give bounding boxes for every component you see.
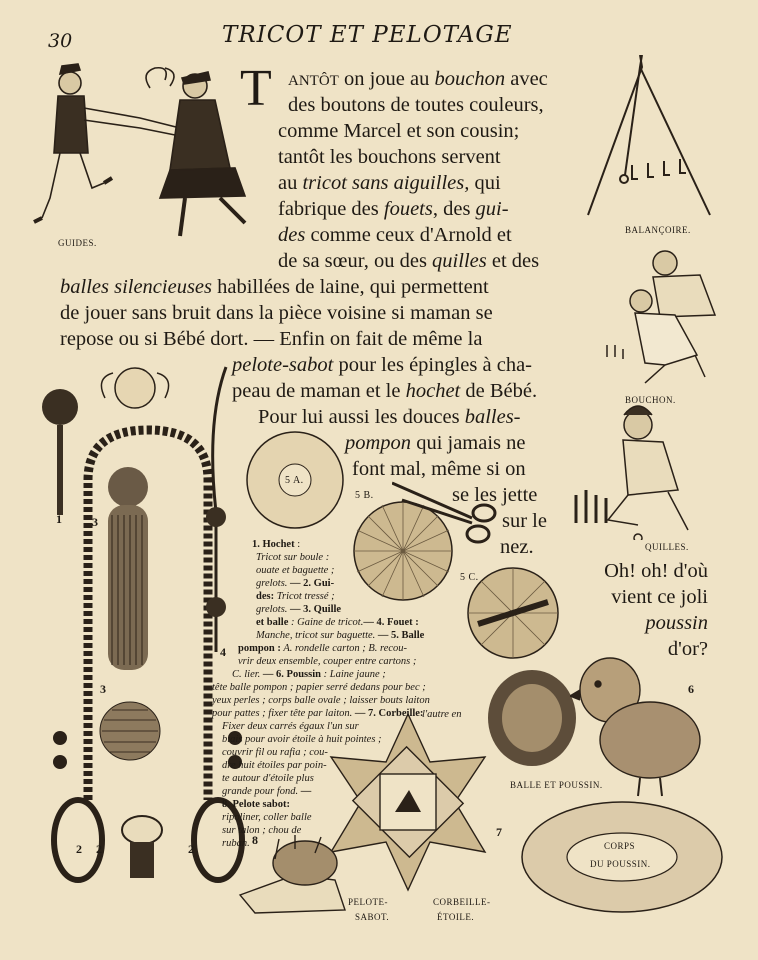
text-line-3: comme Marcel et son cousin; bbox=[278, 120, 520, 142]
legend-line-8: Manche, tricot sur baguette. — 5. Balle bbox=[256, 630, 425, 641]
legend-line-3: ouate et baguette ; bbox=[256, 565, 335, 576]
text-line-8: de sa sœur, ou des quilles et des bbox=[278, 250, 540, 272]
text-line-16: font mal, même si on bbox=[352, 458, 526, 480]
legend-line-17: couvrir fil ou rafia ; cou- bbox=[222, 747, 328, 758]
disc-5a-label: 5 A. bbox=[285, 475, 304, 486]
text-line-15: pompon qui jamais ne bbox=[345, 432, 526, 454]
bouchon-caption: BOUCHON. bbox=[625, 395, 676, 405]
legend-line-4: grelots. — 2. Gui- bbox=[256, 578, 335, 589]
legend-line-10: vrir deux ensemble, couper entre cartons ; bbox=[238, 656, 417, 667]
number-4: 4 bbox=[220, 645, 226, 659]
exclaim-line-3: poussin bbox=[645, 612, 708, 634]
legend-line-14: pour pattes ; fixer tête par laiton. — 7. Corbeille: bbox=[212, 708, 424, 719]
disc-5b-label: 5 B. bbox=[355, 490, 374, 501]
page-title: TRICOT ET PELOTAGE bbox=[222, 22, 513, 48]
corps-poussin-oval bbox=[520, 800, 725, 915]
text-line-13: peau de maman et le hochet de Bébé. bbox=[232, 380, 538, 402]
text-line-11: repose ou si Bébé dort. — Enfin on fait de même la bbox=[60, 328, 483, 350]
legend-line-13: yeux perles ; corps balle ovale ; laisser bouts laiton bbox=[212, 695, 430, 706]
quilles-illustration bbox=[568, 400, 708, 540]
text-line-7: des comme ceux d'Arnold et bbox=[278, 224, 512, 246]
number-3b: 3 bbox=[100, 682, 106, 696]
legend-line-23: sur talon ; chou de bbox=[222, 825, 302, 836]
legend-line-11: C. lier. — 6. Poussin : Laine jaune ; bbox=[232, 669, 386, 680]
text-line-9: balles silencieuses habillées de laine, qui permettent bbox=[60, 276, 489, 298]
legend-line-2: Tricot sur boule : bbox=[256, 552, 330, 563]
number-2b: 2 bbox=[96, 842, 102, 856]
text-line-19: nez. bbox=[500, 536, 534, 558]
balancoire-illustration bbox=[580, 55, 720, 225]
text-line-2: des boutons de toutes couleurs, bbox=[288, 94, 544, 116]
number-7: 7 bbox=[496, 825, 502, 839]
text-line-17: se les jette bbox=[452, 484, 538, 506]
number-1: 1 bbox=[56, 512, 62, 526]
legend-line-5: des: Tricot tressé ; bbox=[256, 591, 335, 602]
text-line-6: fabrique des fouets, des gui- bbox=[278, 198, 509, 220]
guides-caption: GUIDES. bbox=[58, 238, 97, 248]
cherub-illustration bbox=[95, 358, 175, 428]
text-line-10: de jouer sans bruit dans la pièce voisine si maman se bbox=[60, 302, 493, 324]
poussin-illustration bbox=[570, 650, 705, 800]
corbeille-caption-1: CORBEILLE- bbox=[433, 897, 491, 907]
text-line-12: pelote-sabot pour les épingles à cha- bbox=[232, 354, 533, 376]
legend-line-15b: l'autre en bbox=[422, 709, 462, 720]
text-line-14: Pour lui aussi les douces balles- bbox=[258, 406, 521, 428]
fouet-whip bbox=[196, 362, 236, 662]
legend-line-18: dre huit étoiles par poin- bbox=[222, 760, 327, 771]
pelote-caption-1: PELOTE- bbox=[348, 897, 388, 907]
legend-line-15: Fixer deux carrés égaux l'un sur bbox=[222, 721, 359, 732]
legend-line-21: 8. Pelote sabot: bbox=[222, 799, 290, 810]
number-3a: 3 bbox=[92, 515, 98, 529]
pelote-sabot-small bbox=[112, 800, 172, 880]
corbeille-caption-2: ÉTOILE. bbox=[437, 912, 475, 922]
legend-line-22: ripoliner, coller balle bbox=[222, 812, 312, 823]
text-line-18: sur le bbox=[502, 510, 547, 532]
page-number: 30 bbox=[48, 30, 73, 52]
legend-line-12: tête balle pompon ; papier serré dedans pour bec ; bbox=[212, 682, 426, 693]
exclaim-line-4: d'or? bbox=[667, 638, 708, 660]
text-line-5: au tricot sans aiguilles, qui bbox=[278, 172, 501, 194]
legend-line-1: 1. Hochet : bbox=[252, 539, 301, 550]
quilles-caption: QUILLES. bbox=[645, 542, 689, 552]
balle-laine bbox=[98, 700, 162, 762]
drop-cap: T bbox=[240, 60, 272, 117]
bouchon-illustration bbox=[605, 245, 725, 390]
legend-line-6: grelots. — 3. Quille bbox=[256, 604, 342, 615]
legend-line-24: ruban. bbox=[222, 838, 250, 849]
exclaim-line-1: Oh! oh! d'où bbox=[604, 560, 708, 582]
number-2a: 2 bbox=[76, 842, 82, 856]
pelote-caption-2: SABOT. bbox=[355, 912, 390, 922]
text-line-4: tantôt les bouchons servent bbox=[278, 146, 501, 168]
corps-caption-1: CORPS bbox=[604, 841, 636, 851]
quille-knit bbox=[102, 465, 154, 675]
legend-line-16: biais pour avoir étoile à huit pointes ; bbox=[222, 734, 382, 745]
legend-line-20: grande pour fond. — bbox=[222, 786, 312, 797]
guides-illustration bbox=[30, 58, 265, 248]
pompon-ball bbox=[486, 668, 578, 768]
disc-5c-label: 5 C. bbox=[460, 572, 479, 583]
legend-line-7: et balle : Gaine de tricot.— 4. Fouet : bbox=[256, 617, 419, 628]
disc-5c bbox=[466, 566, 560, 660]
legend-line-19: te autour d'étoile plus bbox=[222, 773, 314, 784]
number-2c: 2 bbox=[188, 842, 194, 856]
number-6: 6 bbox=[688, 682, 694, 696]
legend-line-9: pompon : A. rondelle carton ; B. recou- bbox=[238, 643, 408, 654]
corps-caption-2: DU POUSSIN. bbox=[590, 859, 651, 869]
number-8: 8 bbox=[252, 833, 258, 847]
text-line-1: ANTÔT on joue au bouchon avec bbox=[288, 68, 548, 90]
balle-poussin-caption: BALLE ET POUSSIN. bbox=[510, 780, 603, 790]
exclaim-line-2: vient ce joli bbox=[611, 586, 708, 608]
balancoire-caption: BALANÇOIRE. bbox=[625, 225, 691, 235]
